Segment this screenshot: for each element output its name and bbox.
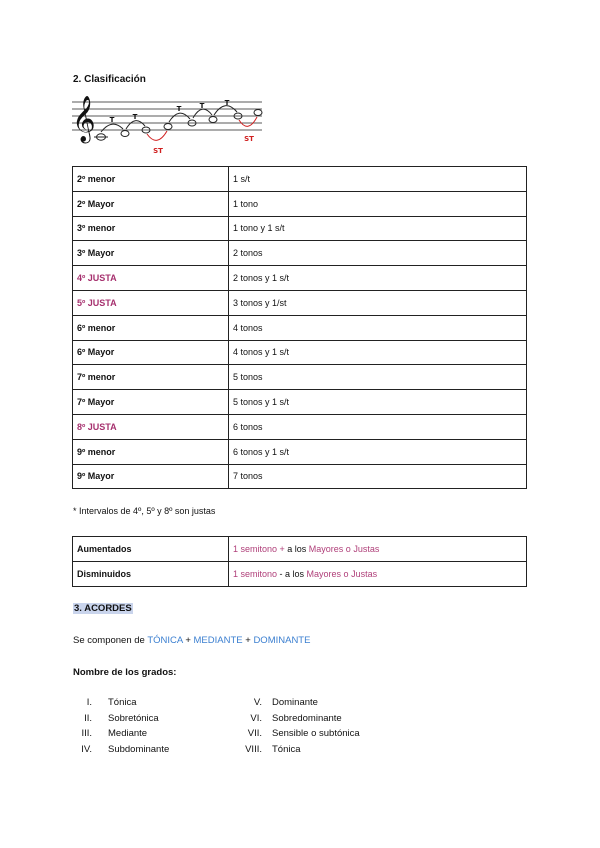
note-do-high [254, 110, 262, 116]
interval-name: 4º JUSTA [73, 266, 229, 291]
scale-staff [72, 92, 272, 158]
degree-name: Tónica [108, 697, 137, 708]
semitone-arc-1 [147, 131, 167, 140]
grados-title: Nombre de los grados: [73, 667, 177, 678]
chord-composition: Se componen de TÓNICA + MEDIANTE + DOMINANTE [73, 635, 311, 646]
degree-number: I. [86, 697, 92, 708]
tone-label: T [132, 113, 138, 121]
alteration-name: Disminuidos [73, 562, 229, 587]
tone-label: T [109, 116, 115, 124]
table-row [73, 537, 527, 562]
degree-number: II. [84, 713, 92, 724]
degree-number: VII. [247, 728, 262, 739]
table-row [73, 464, 527, 489]
semitone-label: ST [153, 147, 163, 155]
table-row [73, 241, 527, 266]
treble-clef-icon: 𝄞 [72, 96, 96, 142]
interval-name: 3º menor [73, 216, 229, 241]
table-row [73, 562, 527, 587]
note-fa [164, 124, 172, 130]
interval-value: 2 tonos [229, 241, 527, 266]
alteration-rule: 1 semitono - a los Mayores o Justas [229, 562, 527, 587]
section-2-title: 2. Clasificación [73, 74, 146, 85]
semitone-label: ST [244, 135, 254, 143]
alterations-table [72, 536, 527, 587]
interval-name: 6º Mayor [73, 340, 229, 365]
interval-value: 1 tono [229, 191, 527, 216]
tone-label: T [199, 102, 205, 110]
alteration-rule: 1 semitono + a los Mayores o Justas [229, 537, 527, 562]
interval-value: 1 s/t [229, 167, 527, 192]
interval-name: 7º Mayor [73, 390, 229, 415]
interval-value: 5 tonos [229, 365, 527, 390]
interval-name: 2º Mayor [73, 191, 229, 216]
semitone-arc-2 [239, 117, 257, 126]
table-row [73, 191, 527, 216]
interval-name: 3º Mayor [73, 241, 229, 266]
interval-name: 6º menor [73, 315, 229, 340]
alteration-name: Aumentados [73, 537, 229, 562]
interval-name: 9º menor [73, 439, 229, 464]
degree-name: Dominante [272, 697, 318, 708]
degree-name: Sensible o subtónica [272, 728, 360, 739]
interval-name: 5º JUSTA [73, 290, 229, 315]
table-row [73, 167, 527, 192]
interval-value: 2 tonos y 1 s/t [229, 266, 527, 291]
interval-value: 6 tonos [229, 414, 527, 439]
interval-value: 7 tonos [229, 464, 527, 489]
degree-number: V. [253, 697, 262, 708]
interval-name: 8º JUSTA [73, 414, 229, 439]
degree-number: IV. [81, 744, 92, 755]
degree-number: VI. [250, 713, 262, 724]
interval-value: 3 tonos y 1/st [229, 290, 527, 315]
table-row [73, 315, 527, 340]
interval-value: 4 tonos y 1 s/t [229, 340, 527, 365]
table-row [73, 414, 527, 439]
table-row [73, 290, 527, 315]
degree-name: Tónica [272, 744, 301, 755]
degree-number: III. [81, 728, 92, 739]
interval-name: 9º Mayor [73, 464, 229, 489]
interval-name: 2º menor [73, 167, 229, 192]
note-re [121, 131, 129, 137]
degree-number: VIII. [245, 744, 262, 755]
degree-name: Mediante [108, 728, 148, 739]
interval-value: 5 tonos y 1 s/t [229, 390, 527, 415]
interval-value: 6 tonos y 1 s/t [229, 439, 527, 464]
table-row [73, 216, 527, 241]
intervals-table [72, 166, 527, 489]
interval-value: 1 tono y 1 s/t [229, 216, 527, 241]
degree-name: Sobretónica [108, 713, 159, 724]
degree-name: Sobredominante [272, 713, 342, 724]
section-3-title: 3. ACORDES [74, 603, 132, 614]
table-row [73, 365, 527, 390]
table-row [73, 390, 527, 415]
interval-value: 4 tonos [229, 315, 527, 340]
tone-label: T [224, 99, 230, 107]
tone-label: T [176, 105, 182, 113]
table-row [73, 340, 527, 365]
justas-note: * Intervalos de 4º, 5º y 8º son justas [73, 506, 216, 516]
table-row [73, 439, 527, 464]
degree-name: Subdominante [108, 744, 170, 755]
interval-name: 7º menor [73, 365, 229, 390]
table-row [73, 266, 527, 291]
note-la [209, 117, 217, 123]
